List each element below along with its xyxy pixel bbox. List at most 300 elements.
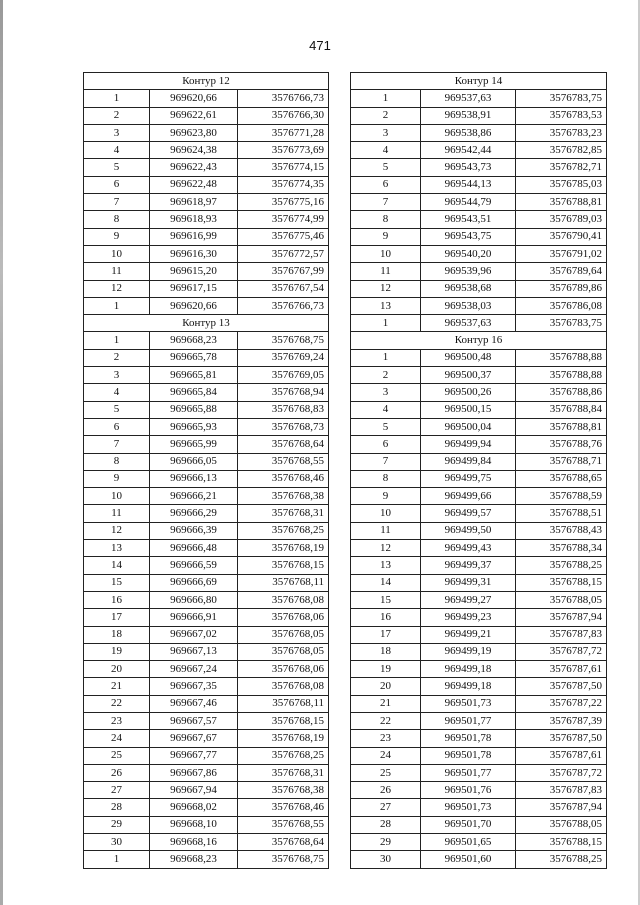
table-row <box>84 107 329 124</box>
table-row <box>351 367 607 384</box>
point-number: 29 <box>84 816 150 833</box>
coordinate-y: 3576788,88 <box>516 349 607 366</box>
point-number: 4 <box>351 142 421 159</box>
point-number: 10 <box>351 505 421 522</box>
coordinate-y: 3576766,73 <box>238 297 329 314</box>
table-row <box>351 764 607 781</box>
coordinate-x: 969501,78 <box>421 747 516 764</box>
coordinate-x: 969499,18 <box>421 678 516 695</box>
table-row <box>84 332 329 349</box>
table-row <box>351 176 607 193</box>
coordinate-x: 969540,20 <box>421 245 516 262</box>
coordinate-y: 3576768,19 <box>238 730 329 747</box>
point-number: 3 <box>351 124 421 141</box>
coordinate-y: 3576768,64 <box>238 436 329 453</box>
table-row <box>84 609 329 626</box>
point-number: 5 <box>351 159 421 176</box>
point-number: 4 <box>351 401 421 418</box>
coordinate-y: 3576783,75 <box>516 315 607 332</box>
coordinate-y: 3576788,25 <box>516 557 607 574</box>
point-number: 22 <box>351 712 421 729</box>
coordinate-y: 3576782,85 <box>516 142 607 159</box>
point-number: 1 <box>84 851 150 868</box>
table-row <box>84 384 329 401</box>
coordinate-y: 3576788,81 <box>516 194 607 211</box>
coordinate-x: 969668,23 <box>150 332 238 349</box>
coordinate-y: 3576787,50 <box>516 678 607 695</box>
point-number: 16 <box>84 591 150 608</box>
table-row <box>84 505 329 522</box>
table-row <box>84 176 329 193</box>
point-number: 1 <box>84 90 150 107</box>
coordinate-y: 3576768,83 <box>238 401 329 418</box>
coordinate-y: 3576788,59 <box>516 488 607 505</box>
coordinate-y: 3576771,28 <box>238 124 329 141</box>
table-row <box>351 297 607 314</box>
contour-title: Контур 12 <box>84 73 329 90</box>
point-number: 9 <box>351 228 421 245</box>
table-row <box>351 107 607 124</box>
coordinate-y: 3576788,51 <box>516 505 607 522</box>
coordinate-y: 3576788,71 <box>516 453 607 470</box>
coordinate-x: 969501,73 <box>421 799 516 816</box>
contour-header-row <box>84 73 329 90</box>
coordinate-x: 969622,61 <box>150 107 238 124</box>
point-number: 9 <box>84 470 150 487</box>
coordinate-x: 969665,99 <box>150 436 238 453</box>
table-row <box>351 782 607 799</box>
table-row <box>84 557 329 574</box>
table-row <box>84 747 329 764</box>
coordinate-x: 969537,63 <box>421 90 516 107</box>
point-number: 1 <box>351 315 421 332</box>
point-number: 21 <box>351 695 421 712</box>
coordinate-y: 3576788,34 <box>516 540 607 557</box>
coordinate-x: 969666,29 <box>150 505 238 522</box>
coordinate-y: 3576786,08 <box>516 297 607 314</box>
coordinate-y: 3576768,38 <box>238 488 329 505</box>
table-row <box>351 245 607 262</box>
table-row <box>351 418 607 435</box>
coordinate-x: 969499,66 <box>421 488 516 505</box>
point-number: 13 <box>351 297 421 314</box>
point-number: 4 <box>84 384 150 401</box>
table-row <box>84 194 329 211</box>
coordinate-x: 969501,60 <box>421 851 516 868</box>
table-row <box>84 142 329 159</box>
coordinate-y: 3576788,86 <box>516 384 607 401</box>
table-row <box>84 418 329 435</box>
contour-title: Контур 13 <box>84 315 329 332</box>
table-row <box>84 522 329 539</box>
coordinate-x: 969620,66 <box>150 297 238 314</box>
coordinates-table-left <box>83 72 329 869</box>
table-row <box>351 280 607 297</box>
table-row <box>351 194 607 211</box>
coordinate-x: 969543,51 <box>421 211 516 228</box>
table-row <box>84 245 329 262</box>
coordinate-x: 969499,37 <box>421 557 516 574</box>
coordinate-y: 3576766,30 <box>238 107 329 124</box>
point-number: 7 <box>351 453 421 470</box>
coordinate-y: 3576789,86 <box>516 280 607 297</box>
point-number: 7 <box>351 194 421 211</box>
point-number: 29 <box>351 834 421 851</box>
coordinate-x: 969537,63 <box>421 315 516 332</box>
coordinate-x: 969500,04 <box>421 418 516 435</box>
coordinate-x: 969666,48 <box>150 540 238 557</box>
coordinate-y: 3576768,19 <box>238 540 329 557</box>
coordinate-y: 3576783,53 <box>516 107 607 124</box>
point-number: 1 <box>351 349 421 366</box>
point-number: 27 <box>351 799 421 816</box>
table-row <box>84 159 329 176</box>
coordinate-x: 969667,13 <box>150 643 238 660</box>
coordinate-y: 3576768,11 <box>238 574 329 591</box>
point-number: 7 <box>84 436 150 453</box>
coordinate-x: 969667,77 <box>150 747 238 764</box>
coordinate-x: 969499,57 <box>421 505 516 522</box>
table-row <box>84 367 329 384</box>
coordinate-x: 969616,99 <box>150 228 238 245</box>
table-row <box>351 522 607 539</box>
point-number: 3 <box>351 384 421 401</box>
point-number: 2 <box>351 367 421 384</box>
table-row <box>351 384 607 401</box>
coordinate-y: 3576788,25 <box>516 851 607 868</box>
coordinate-y: 3576787,61 <box>516 661 607 678</box>
coordinate-y: 3576774,35 <box>238 176 329 193</box>
table-row <box>84 263 329 280</box>
table-row <box>351 470 607 487</box>
coordinate-x: 969665,78 <box>150 349 238 366</box>
point-number: 11 <box>351 263 421 280</box>
point-number: 28 <box>84 799 150 816</box>
table-row <box>351 609 607 626</box>
point-number: 17 <box>84 609 150 626</box>
point-number: 13 <box>351 557 421 574</box>
point-number: 24 <box>84 730 150 747</box>
point-number: 11 <box>84 505 150 522</box>
coordinate-y: 3576768,15 <box>238 712 329 729</box>
table-row <box>351 228 607 245</box>
table-row <box>84 764 329 781</box>
coordinate-y: 3576788,84 <box>516 401 607 418</box>
table-row <box>84 574 329 591</box>
table-row <box>84 851 329 868</box>
point-number: 1 <box>351 90 421 107</box>
coordinate-x: 969499,43 <box>421 540 516 557</box>
coordinates-table-right <box>350 72 607 869</box>
coordinate-x: 969501,65 <box>421 834 516 851</box>
table-row <box>84 695 329 712</box>
point-number: 22 <box>84 695 150 712</box>
point-number: 6 <box>84 176 150 193</box>
table-row <box>84 228 329 245</box>
coordinate-y: 3576768,25 <box>238 747 329 764</box>
coordinate-y: 3576768,73 <box>238 418 329 435</box>
coordinate-x: 969501,78 <box>421 730 516 747</box>
coordinate-x: 969499,18 <box>421 661 516 678</box>
coordinate-y: 3576775,16 <box>238 194 329 211</box>
point-number: 23 <box>84 712 150 729</box>
coordinate-x: 969499,75 <box>421 470 516 487</box>
point-number: 10 <box>84 488 150 505</box>
point-number: 7 <box>84 194 150 211</box>
coordinate-x: 969668,16 <box>150 834 238 851</box>
table-row <box>351 591 607 608</box>
table-row <box>351 626 607 643</box>
coordinate-x: 969666,39 <box>150 522 238 539</box>
coordinate-y: 3576787,72 <box>516 764 607 781</box>
coordinate-x: 969618,93 <box>150 211 238 228</box>
table-row <box>84 834 329 851</box>
coordinate-y: 3576790,41 <box>516 228 607 245</box>
coordinate-y: 3576788,88 <box>516 367 607 384</box>
coordinate-y: 3576787,50 <box>516 730 607 747</box>
coordinate-x: 969615,20 <box>150 263 238 280</box>
coordinate-x: 969617,15 <box>150 280 238 297</box>
point-number: 2 <box>351 107 421 124</box>
coordinate-y: 3576768,75 <box>238 332 329 349</box>
coordinate-x: 969499,21 <box>421 626 516 643</box>
table-row <box>351 678 607 695</box>
coordinate-y: 3576768,06 <box>238 661 329 678</box>
point-number: 5 <box>84 401 150 418</box>
table-row <box>84 90 329 107</box>
coordinate-y: 3576789,64 <box>516 263 607 280</box>
coordinate-x: 969666,13 <box>150 470 238 487</box>
point-number: 27 <box>84 782 150 799</box>
coordinate-y: 3576787,22 <box>516 695 607 712</box>
contour-title: Контур 14 <box>351 73 607 90</box>
table-row <box>84 661 329 678</box>
coordinate-x: 969501,73 <box>421 695 516 712</box>
coordinate-y: 3576768,31 <box>238 764 329 781</box>
coordinate-x: 969620,66 <box>150 90 238 107</box>
coordinate-x: 969500,26 <box>421 384 516 401</box>
coordinate-x: 969500,37 <box>421 367 516 384</box>
point-number: 12 <box>351 280 421 297</box>
coordinate-x: 969666,59 <box>150 557 238 574</box>
coordinate-x: 969499,94 <box>421 436 516 453</box>
coordinate-x: 969501,77 <box>421 712 516 729</box>
point-number: 17 <box>351 626 421 643</box>
coordinate-y: 3576791,02 <box>516 245 607 262</box>
coordinate-x: 969668,10 <box>150 816 238 833</box>
point-number: 8 <box>84 453 150 470</box>
point-number: 2 <box>84 349 150 366</box>
point-number: 6 <box>84 418 150 435</box>
point-number: 30 <box>84 834 150 851</box>
coordinate-x: 969624,38 <box>150 142 238 159</box>
coordinate-y: 3576773,69 <box>238 142 329 159</box>
coordinate-x: 969499,19 <box>421 643 516 660</box>
coordinate-x: 969539,96 <box>421 263 516 280</box>
point-number: 16 <box>351 609 421 626</box>
point-number: 14 <box>351 574 421 591</box>
point-number: 8 <box>351 470 421 487</box>
point-number: 25 <box>84 747 150 764</box>
coordinate-y: 3576787,39 <box>516 712 607 729</box>
point-number: 12 <box>84 522 150 539</box>
coordinate-y: 3576782,71 <box>516 159 607 176</box>
point-number: 9 <box>84 228 150 245</box>
coordinate-x: 969622,48 <box>150 176 238 193</box>
point-number: 2 <box>84 107 150 124</box>
contour-header-row <box>351 332 607 349</box>
coordinate-y: 3576767,99 <box>238 263 329 280</box>
table-row <box>351 349 607 366</box>
coordinate-x: 969667,02 <box>150 626 238 643</box>
table-row <box>351 747 607 764</box>
coordinate-x: 969667,67 <box>150 730 238 747</box>
table-row <box>84 349 329 366</box>
coordinate-y: 3576788,15 <box>516 574 607 591</box>
point-number: 21 <box>84 678 150 695</box>
coordinate-y: 3576768,31 <box>238 505 329 522</box>
point-number: 15 <box>351 591 421 608</box>
point-number: 6 <box>351 436 421 453</box>
point-number: 1 <box>84 332 150 349</box>
table-row <box>84 678 329 695</box>
point-number: 20 <box>351 678 421 695</box>
coordinate-x: 969667,57 <box>150 712 238 729</box>
point-number: 3 <box>84 367 150 384</box>
coordinate-x: 969542,44 <box>421 142 516 159</box>
table-row <box>351 661 607 678</box>
point-number: 11 <box>84 263 150 280</box>
table-row <box>84 280 329 297</box>
coordinate-y: 3576788,76 <box>516 436 607 453</box>
coordinate-y: 3576787,83 <box>516 626 607 643</box>
table-row <box>351 730 607 747</box>
coordinate-y: 3576788,65 <box>516 470 607 487</box>
coordinate-y: 3576783,23 <box>516 124 607 141</box>
coordinate-y: 3576768,08 <box>238 678 329 695</box>
coordinate-y: 3576768,38 <box>238 782 329 799</box>
coordinate-x: 969622,43 <box>150 159 238 176</box>
coordinate-x: 969499,27 <box>421 591 516 608</box>
coordinate-y: 3576768,55 <box>238 816 329 833</box>
coordinate-x: 969538,91 <box>421 107 516 124</box>
point-number: 1 <box>84 297 150 314</box>
coordinate-y: 3576769,24 <box>238 349 329 366</box>
point-number: 13 <box>84 540 150 557</box>
coordinate-y: 3576774,15 <box>238 159 329 176</box>
coordinate-x: 969667,35 <box>150 678 238 695</box>
coordinate-y: 3576768,06 <box>238 609 329 626</box>
table-row <box>351 695 607 712</box>
coordinate-x: 969499,23 <box>421 609 516 626</box>
coordinate-y: 3576772,57 <box>238 245 329 262</box>
coordinate-y: 3576768,55 <box>238 453 329 470</box>
table-row <box>84 488 329 505</box>
point-number: 24 <box>351 747 421 764</box>
coordinate-y: 3576768,05 <box>238 626 329 643</box>
coordinate-y: 3576768,64 <box>238 834 329 851</box>
coordinate-y: 3576768,46 <box>238 799 329 816</box>
point-number: 19 <box>351 661 421 678</box>
point-number: 5 <box>84 159 150 176</box>
coordinate-x: 969667,94 <box>150 782 238 799</box>
coordinate-y: 3576788,05 <box>516 816 607 833</box>
point-number: 10 <box>351 245 421 262</box>
point-number: 30 <box>351 851 421 868</box>
table-row <box>351 851 607 868</box>
point-number: 18 <box>351 643 421 660</box>
table-row <box>351 799 607 816</box>
coordinate-x: 969618,97 <box>150 194 238 211</box>
point-number: 9 <box>351 488 421 505</box>
coordinate-y: 3576787,94 <box>516 609 607 626</box>
coordinate-x: 969666,80 <box>150 591 238 608</box>
coordinate-x: 969544,79 <box>421 194 516 211</box>
coordinate-y: 3576767,54 <box>238 280 329 297</box>
coordinate-y: 3576769,05 <box>238 367 329 384</box>
coordinate-x: 969666,05 <box>150 453 238 470</box>
table-row <box>84 799 329 816</box>
table-row <box>351 488 607 505</box>
table-row <box>351 574 607 591</box>
coordinate-x: 969666,69 <box>150 574 238 591</box>
point-number: 15 <box>84 574 150 591</box>
table-row <box>351 263 607 280</box>
table-row <box>84 591 329 608</box>
table-row <box>351 453 607 470</box>
table-row <box>84 643 329 660</box>
coordinate-y: 3576789,03 <box>516 211 607 228</box>
table-row <box>351 643 607 660</box>
table-row <box>84 436 329 453</box>
coordinate-y: 3576768,25 <box>238 522 329 539</box>
point-number: 10 <box>84 245 150 262</box>
contour-title: Контур 16 <box>351 332 607 349</box>
table-row <box>351 142 607 159</box>
coordinate-x: 969665,88 <box>150 401 238 418</box>
table-row <box>351 124 607 141</box>
table-row <box>84 470 329 487</box>
point-number: 12 <box>84 280 150 297</box>
point-number: 26 <box>351 782 421 799</box>
coordinate-x: 969499,84 <box>421 453 516 470</box>
coordinate-x: 969538,86 <box>421 124 516 141</box>
table-row <box>351 436 607 453</box>
table-row <box>351 834 607 851</box>
coordinate-y: 3576766,73 <box>238 90 329 107</box>
table-row <box>351 211 607 228</box>
coordinate-y: 3576768,08 <box>238 591 329 608</box>
coordinate-x: 969501,70 <box>421 816 516 833</box>
table-row <box>351 505 607 522</box>
table-row <box>84 626 329 643</box>
point-number: 23 <box>351 730 421 747</box>
coordinate-y: 3576768,05 <box>238 643 329 660</box>
coordinate-y: 3576787,61 <box>516 747 607 764</box>
point-number: 5 <box>351 418 421 435</box>
coordinate-x: 969499,31 <box>421 574 516 591</box>
point-number: 4 <box>84 142 150 159</box>
coordinate-x: 969499,50 <box>421 522 516 539</box>
point-number: 18 <box>84 626 150 643</box>
coordinate-y: 3576787,72 <box>516 643 607 660</box>
point-number: 25 <box>351 764 421 781</box>
coordinate-y: 3576768,94 <box>238 384 329 401</box>
coordinate-y: 3576788,81 <box>516 418 607 435</box>
coordinate-y: 3576768,15 <box>238 557 329 574</box>
point-number: 28 <box>351 816 421 833</box>
table-row <box>84 211 329 228</box>
